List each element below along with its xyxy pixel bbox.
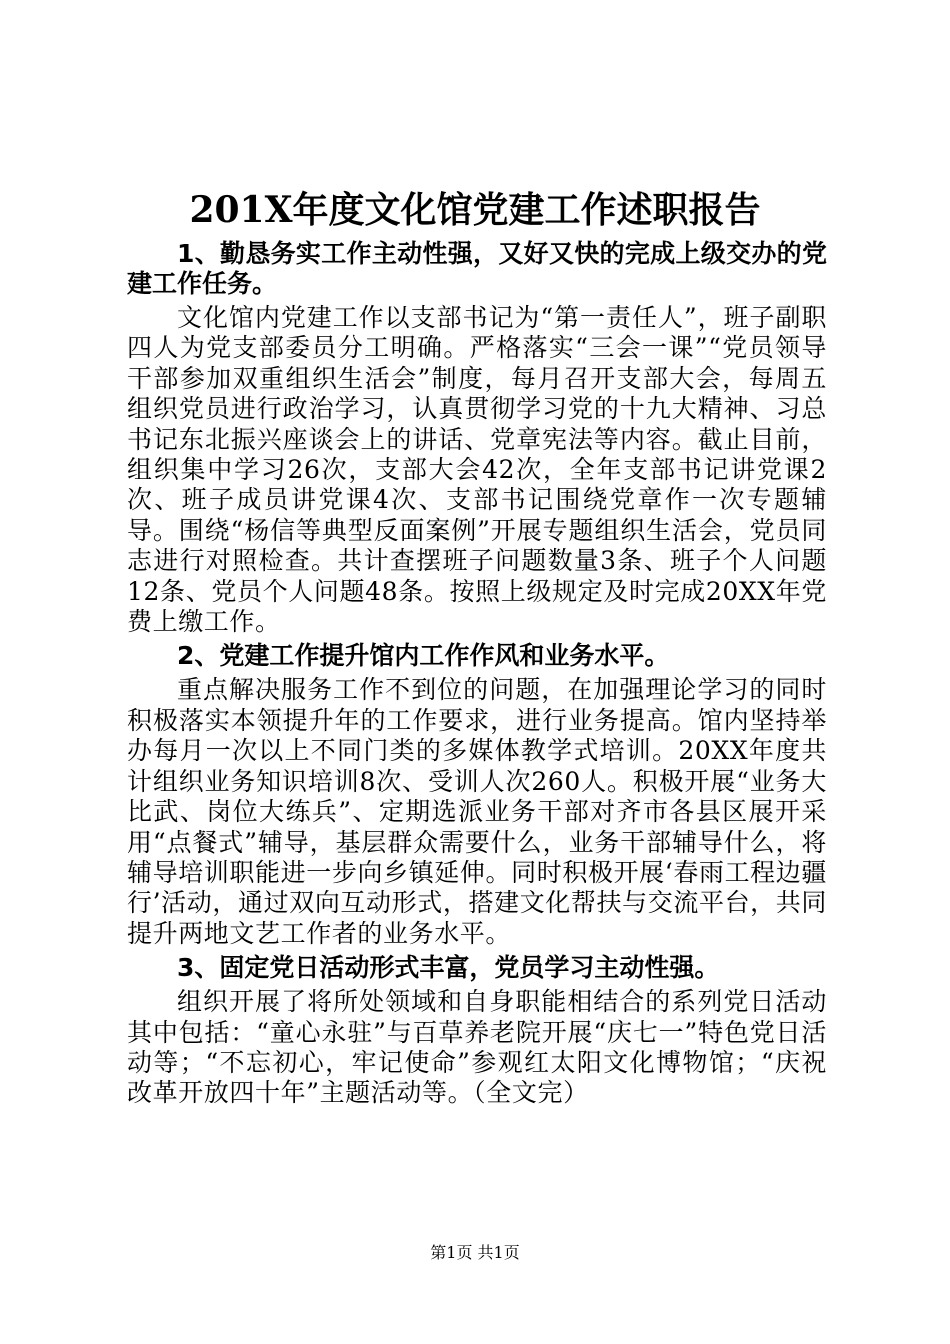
document-body [127, 239, 827, 1113]
section-heading-3: 3、固定党日活动形式丰富，党员学习主动性强。 [177, 953, 720, 983]
section-paragraph-1: 文化馆内党建工作以支部书记为“第一责任人”，班子副职四人为党支部委员分工明确。严格落实“三会一课”“党员领导干部参加双重组织生活会”制度，每月召开支部大会，每周五组织党员进行政治学习，认真贯彻学习党的十九大精神、习总书记东北振兴座谈会上的讲话、党章宪法等内容。截止目前，组织集中学习26次，支部大会42次，全年支部书记讲党课2次、班子成员讲党课4次、支部书记围绕党章作一次专题辅导。围绕“杨信等典型反面案例”开展专题组织生活会，党员同志进行对照检查。共计查摆班子问题数量3条、班子个人问题12条、党员个人问题48条。按照上级规定及时完成20XX年党费上缴工作。 [127, 303, 827, 637]
section-heading-2: 2、党建工作提升馆内工作作风和业务水平。 [177, 641, 670, 671]
section-paragraph-3: 组织开展了将所处领域和自身职能相结合的系列党日活动其中包括：“童心永驻”与百草养老院开展“庆七一”特色党日活动等；“不忘初心，牢记使命”参观红太阳文化博物馆；“庆祝改革开放四十年”主题活动等。（全文完） [127, 987, 827, 1108]
document-title: 201X年度文化馆党建工作述职报告 [189, 189, 761, 231]
section-paragraph-2: 重点解决服务工作不到位的问题，在加强理论学习的同时积极落实本领提升年的工作要求，进行业务提高。馆内坚持举办每月一次以上不同门类的多媒体教学式培训。20XX年度共计组织业务知识培训8次、受训人次260人。积极开展“业务大比武、岗位大练兵”、定期选派业务干部对齐市各县区展开采用“点餐式”辅导，基层群众需要什么，业务干部辅导什么，将辅导培训职能进一步向乡镇延伸。同时积极开展‘春雨工程边疆行’活动，通过双向互动形式，搭建文化帮扶与交流平台，共同提升两地文艺工作者的业务水平。 [127, 675, 827, 948]
page-footer: 第1页 共1页 [430, 1243, 520, 1262]
section-heading-1: 1、勤恳务实工作主动性强，又好又快的完成上级交办的党建工作任务。 [127, 239, 827, 298]
